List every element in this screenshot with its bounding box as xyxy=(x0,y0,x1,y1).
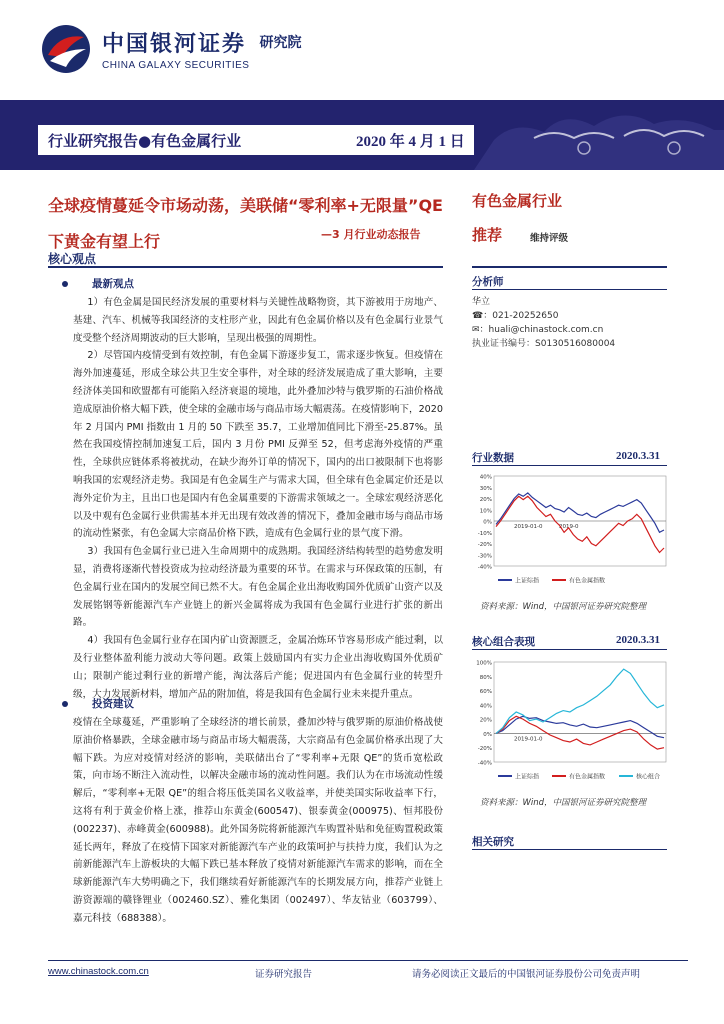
galaxy-logo-icon xyxy=(40,23,92,75)
portfolio-date: 2020.3.31 xyxy=(616,634,660,646)
related-research-label: 相关研究 xyxy=(472,836,514,848)
y-tick-label: -10% xyxy=(477,530,492,537)
series-line xyxy=(496,669,664,733)
latest-view-title: 最新观点 xyxy=(92,278,134,290)
analyst-label: 分析师 xyxy=(472,276,504,288)
y-tick-label: -20% xyxy=(477,746,492,753)
header-banner xyxy=(0,100,724,170)
paragraph: 1）有色金属是国民经济发展的重要材料与关键性战略物资，其下游被用于房地产、基建、汽车、机械等我国经济的支柱形产业，因此有色金属价格以及有色金属行业景气度受整个经济周期波动的巨大影响，呈现出极强的周期性。 xyxy=(73,297,443,344)
legend-label: 有色金属指数 xyxy=(569,773,606,781)
y-tick-label: -30% xyxy=(477,553,492,560)
rating: 推荐 xyxy=(472,226,503,244)
y-tick-label: -40% xyxy=(477,564,492,571)
cloud-ornament-icon xyxy=(474,100,724,170)
footer-link[interactable]: www.chinastock.com.cn xyxy=(48,966,149,977)
invest-body xyxy=(73,714,443,928)
rating-divider xyxy=(472,266,667,268)
portfolio-chart xyxy=(472,656,672,784)
analyst-cert: 执业证书编号：S0130516080004 xyxy=(472,339,616,349)
industry-data-divider xyxy=(472,465,667,466)
email-icon: ✉： xyxy=(472,325,489,335)
paragraph: 3）我国有色金属行业已进入生命周期中的成熟期。我国经济结构转型的趋势愈发明显，消费将逐渐代替投资成为拉动经济最为重要的环节。在需求与环保政策的压制，有色金属行业在国内的发展空间已然不大。有色金属企业出海收购国外优质矿山资产以及发展铭钢等新能源汽车产业链上的新兴金属将成为我国有色金属行业进行扩张的新出路。 xyxy=(73,546,443,629)
report-subtitle: —3 月行业动态报告 xyxy=(321,228,421,241)
report-date: 2020 年 4 月 1 日 xyxy=(356,134,465,150)
industry-data-label: 行业数据 xyxy=(472,452,514,464)
invest-title: 投资建议 xyxy=(92,698,134,710)
footer-disclaimer: 请务必阅读正文最后的中国银河证券股份公司免责声明 xyxy=(412,969,641,980)
x-tick-label: 2019-01-0 xyxy=(514,524,543,530)
report-type: 行业研究报告●有色金属行业 xyxy=(48,132,242,150)
logo-chinese-name: 中国银河证券 xyxy=(102,32,247,57)
industry-data-date: 2020.3.31 xyxy=(616,450,660,462)
legend-label: 核心组合 xyxy=(636,773,661,781)
analyst-email[interactable] xyxy=(472,322,603,335)
bullet-icon xyxy=(62,281,68,287)
y-tick-label: 20% xyxy=(479,497,492,503)
logo xyxy=(40,22,301,76)
source-note: 资料来源：Wind，中国银河证券研究院整理 xyxy=(480,798,647,808)
paragraph: 4）我国有色金属行业存在国内矿山资源匮乏，金属冶炼环节容易形成产能过剩，以及行业整体盈利能力波动大等问题。政策上鼓励国内有实力企业出海收购国外优质矿山；限制产能过剩行业的新增产能，淘汰落后产能；促进国内有色金属行业的转型升级，大力发展新材料，增加产品的附加值，将是我国有色金属行业未来提升重点。 xyxy=(73,635,443,700)
phone-icon: ☎： xyxy=(472,311,493,321)
footer-center-text: 证券研究报告 xyxy=(255,969,313,980)
bullet-icon xyxy=(62,701,68,707)
industry-data-chart xyxy=(472,470,672,588)
phone-number: 021-20252650 xyxy=(492,311,559,321)
y-tick-label: 10% xyxy=(479,508,492,515)
y-tick-label: 0% xyxy=(483,519,492,526)
legend-label: 有色金属指数 xyxy=(569,577,606,585)
analyst-phone xyxy=(472,308,558,321)
latest-view-body xyxy=(73,294,443,703)
legend-label: 上证综指 xyxy=(515,773,540,781)
logo-subtitle: 研究院 xyxy=(259,35,302,51)
footer-divider xyxy=(48,960,688,961)
email-address[interactable]: huali@chinastock.com.cn xyxy=(488,325,604,335)
portfolio-label: 核心组合表现 xyxy=(472,636,535,648)
logo-english-name: CHINA GALAXY SECURITIES xyxy=(102,60,250,71)
analyst-name: 华立 xyxy=(472,297,491,307)
y-tick-label: 20% xyxy=(479,717,492,724)
y-tick-label: -20% xyxy=(477,542,492,548)
related-divider xyxy=(472,849,667,850)
y-tick-label: 40% xyxy=(479,703,492,710)
core-view-label: 核心观点 xyxy=(48,252,97,266)
report-title: 全球疫情蔓延令市场动荡，美联储“零利率+无限量”QE 下黄金有望上行 xyxy=(48,196,443,251)
rating-note: 维持评级 xyxy=(530,233,569,244)
source-note: 资料来源：Wind，中国银河证券研究院整理 xyxy=(480,602,647,612)
y-tick-label: 100% xyxy=(476,660,492,667)
y-tick-label: 60% xyxy=(479,689,492,696)
analyst-divider xyxy=(472,289,667,290)
portfolio-divider xyxy=(472,649,667,650)
y-tick-label: 0% xyxy=(483,731,492,738)
x-tick-label: 2019-01-0 xyxy=(514,736,543,743)
industry-name: 有色金属行业 xyxy=(472,192,563,210)
paragraph: 2）尽管国内疫情受到有效控制，有色金属下游逐步复工，需求逐步恢复。但疫情在海外加速蔓延，形成全球公共卫生安全事件，对全球的经济发展造成了重大影响，主要经济体美国和欧盟都有可能陷入经济衰退的境地，此外叠加沙特与俄罗斯的石油价格战造成原油价格大幅下跌，使全球的金融市场与商品市场大幅震荡。在疫情影响下，2020 年 2 月国内 PMI 指数由 1 月的 50 下跌至 35.7，工业增加值同比下滑至-25.87%。虽然在我国疫情控制加速复工后，国内 3 月份 PMI 反弹至 52，但考虑海外疫情的严重性，全球供应链体系将被扰动，在缺少海外订单的情况下，国内的出口被限制下也将影响我国的宏观经济走势。我国是有色金属生产与需求大国，但全球有色金属定价还是以海外定价为主，且出口也是国内有色金属重要的下游需求领域之一。全球宏观经济恶化以及中观有色金属行业供需基本并无出现有效改善的情况下，叠加金融市场与商品市场的流动性紧张，有色金属大宗商品价格下跌，造成有色金属行业的景气度下滑。 xyxy=(73,350,444,540)
plot-area xyxy=(494,662,666,762)
y-tick-label: -40% xyxy=(477,760,492,767)
y-tick-label: 80% xyxy=(479,674,492,681)
core-divider xyxy=(48,266,443,268)
paragraph: 疫情在全球蔓延，严重影响了全球经济的增长前景，叠加沙特与俄罗斯的原油价格战使原油价格暴跌，全球金融市场与商品市场大幅震荡，大宗商品有色金属价格承出现了大幅下跌。为应对疫情对经济的影响，美联储出台了“零利率+无限 QE”的货币宽松政策，向市场不断注入流动性，以解决金融市场的流动性问题。我们认为在市场流动性缓解后，“零利率+无限 QE”的组合将压低美国名义收益率，并使美国实际收益率下行，这将有利于黄金价格上涨，推荐山东黄金(600547)、银泰黄金(000975)、恒邦股份(002237)、赤峰黄金(600988)。此外国务院将新能源汽车购置补贴和免征购置税政策延长两年，释放了在疫情下国家对新能源汽车产业的政策呵护与扶持力度，我们认为之前新能源汽车上游板块的大幅下跌已基本释放了疫情对新能源汽车需求的影响，而在全球新能源汽车大势明确之下，我们继续看好新能源汽车的长期发展方向，推荐产业链上游资源端的赣锋锂业（002460.SZ）、雅化集团（002497）、华友钴业（603799）、嘉元科技（688388）。 xyxy=(73,717,443,924)
series-line xyxy=(496,716,664,749)
y-tick-label: 40% xyxy=(479,474,492,481)
x-tick-label: 2019-0 xyxy=(559,524,579,530)
legend-label: 上证综指 xyxy=(515,577,540,585)
y-tick-label: 30% xyxy=(479,485,492,492)
